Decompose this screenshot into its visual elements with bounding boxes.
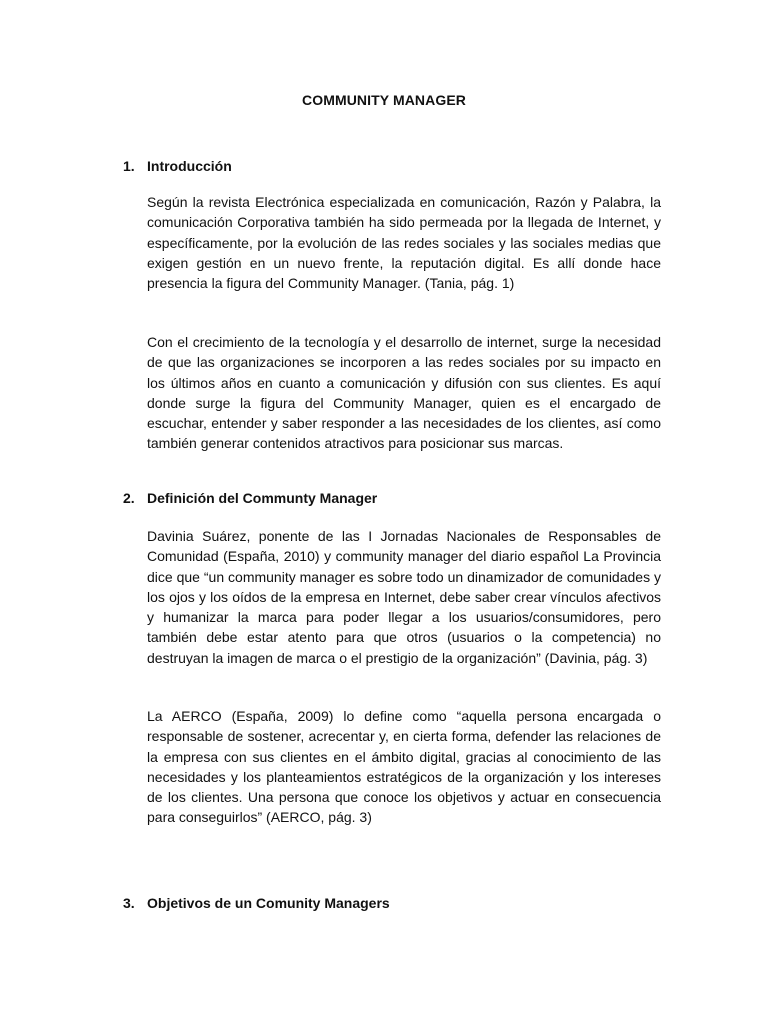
section-1-title: Introducción <box>147 158 232 174</box>
section-1-number: 1. <box>123 158 135 174</box>
section-3-number: 3. <box>123 895 135 911</box>
section-2-paragraph-2: La AERCO (España, 2009) lo define como “aquella persona encargada o responsable de sostener, acrecentar y, en cierta forma, defender las relaciones de la empresa con sus clientes en el ámbito digital, gracias al conocimiento de las necesidades y los planteamientos estratégicos de la organización y los intereses de los clientes. Una persona que conoce los objetivos y actuar en consecuencia para conseguirlos” (AERCO, pág. 3) <box>147 708 661 826</box>
section-3-heading <box>123 895 390 911</box>
section-3-title: Objetivos de un Comunity Managers <box>147 895 390 911</box>
section-1-paragraph-1: Según la revista Electrónica especializada en comunicación, Razón y Palabra, la comunicación Corporativa también ha sido permeada por la llegada de Internet, y específicamente, por la evolución de las redes sociales y las sociales medias que exigen gestión en un nuevo frente, la reputación digital. Es allí donde hace presencia la figura del Community Manager. (Tania, pág. 1) <box>147 194 661 292</box>
section-1-heading <box>123 158 232 174</box>
section-2-paragraph-1: Davinia Suárez, ponente de las I Jornadas Nacionales de Responsables de Comunidad (España, 2010) y community manager del diario español La Provincia dice que “un community manager es sobre todo un dinamizador de comunidades y los ojos y los oídos de la empresa en Internet, debe saber crear vínculos afectivos y humanizar la marca para poder llegar a los usuarios/consumidores, pero también debe estar atento para que otros (usuarios o la competencia) no destruyan la imagen de marca o el prestigio de la organización” (Davinia, pág. 3) <box>147 528 661 666</box>
section-2-number: 2. <box>123 490 135 506</box>
section-1-paragraph-2: Con el crecimiento de la tecnología y el desarrollo de internet, surge la necesidad de que las organizaciones se incorporen a las redes sociales por su impacto en los últimos años en cuanto a comunicación y difusión con sus clientes. Es aquí donde surge la figura del Community Manager, quien es el encargado de escuchar, entender y saber responder a las necesidades de los clientes, así como también generar contenidos atractivos para posicionar sus marcas. <box>147 334 661 452</box>
document-title: COMMUNITY MANAGER <box>302 92 466 108</box>
section-2-title: Definición del Communty Manager <box>147 490 378 506</box>
section-2-heading <box>123 490 377 506</box>
